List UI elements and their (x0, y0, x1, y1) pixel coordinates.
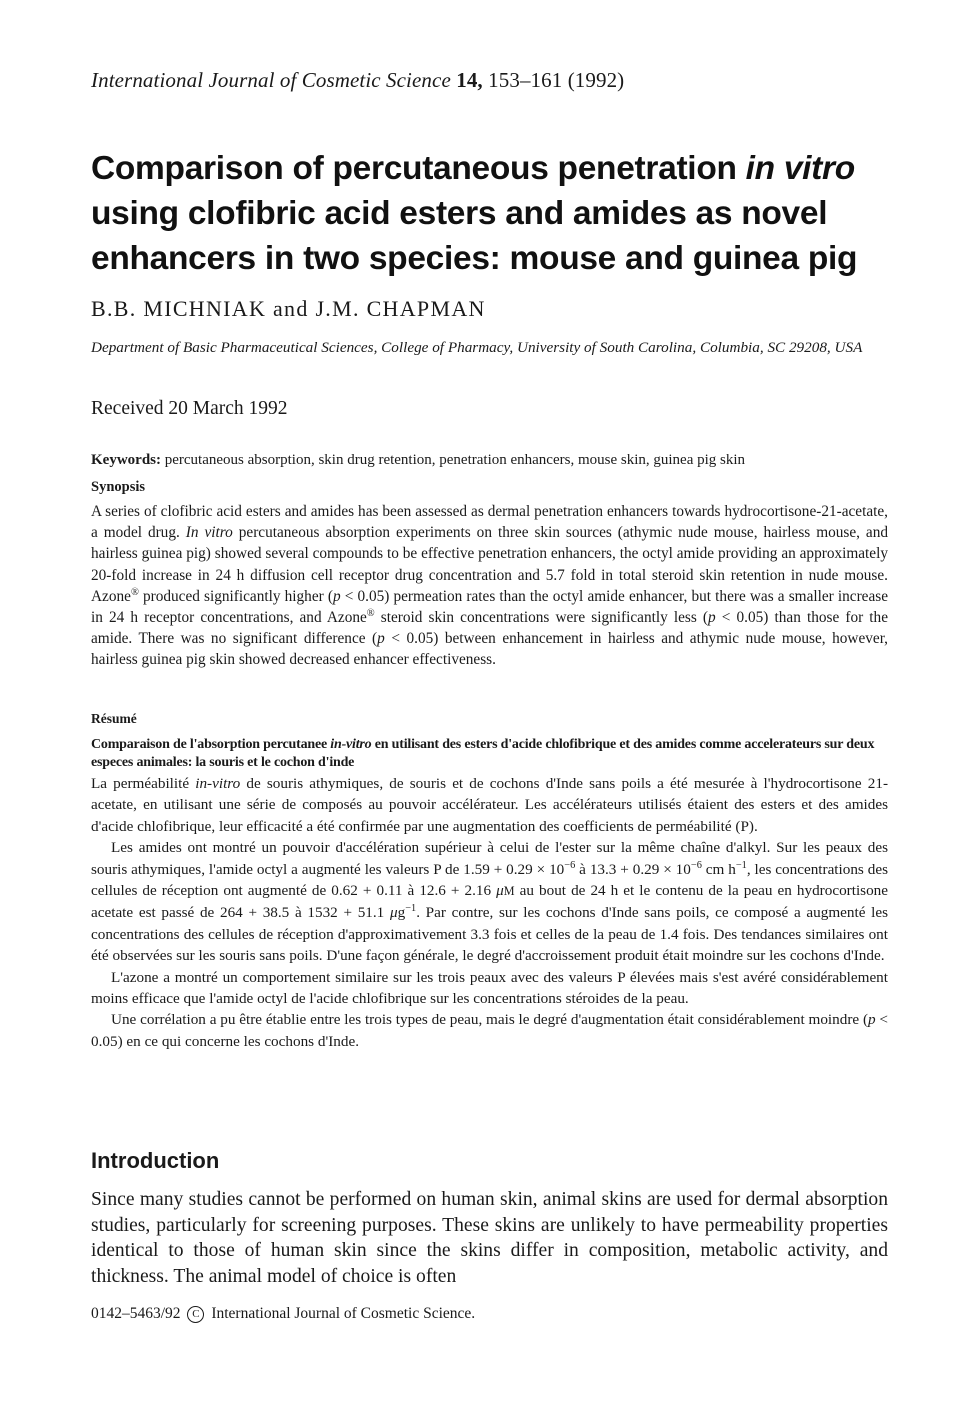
authors: B.B. MICHNIAK and J.M. CHAPMAN (91, 296, 486, 321)
article-title (91, 146, 891, 281)
received-date: Received 20 March 1992 (91, 398, 288, 419)
issn: 0142–5463/92 (91, 1305, 181, 1322)
resume-paragraph-3: L'azone a montré un comportement similaire sur les trois peaux avec des valeurs P élevées mais s'est avéré considérablement moins efficace que l'amide octyl de l'acide chlofibrique sur les concentrations stéroides de la peau. (91, 968, 888, 1008)
resume-paragraph-1: La perméabilité in-vitro de souris athymiques, de souris et de cochons d'Inde sans poils a été mesurée à l'hydrocortisone 21-acetate, en utilisant une série de composés au pouvoir accélérateur. Les accélérateurs utilisés étaient des esters et des amides d'acide chlofibrique, leur efficacité a été confirmée par une augmentation des coefficients de perméabilité (P). (91, 775, 889, 835)
title-emphasis: in vitro (745, 150, 855, 187)
journal-pages-year: 153–161 (1992) (488, 68, 625, 92)
resume-title: Comparaison de l'absorption percutanee in-vitro en utilisant des esters d'acide chlofibrique et des amides comme accelerateurs sur deux especes animales: la souris et le cochon d'inde (91, 737, 875, 770)
resume-paragraph-2: Les amides ont montré un pouvoir d'accélération supérieur à celui de l'ester sur la même chaîne d'alkyl. Sur les peaux des souris athymiques, l'amide octyl a augmenté les valeurs P de $1.59 + 0.29 \times 10^{-6}$ à $13.3 + 0.29 \times 10^{-6}$ cm $h^{-1}$, les concentrations des cellules de réception ont augmenté de 0.62 + 0.11 à 12.6 + 2.16 μM au bout de 24 h et le contenu de la peau en hydrocortisone acetate est passé de 264 + 38.5 à 1532 + 51.1 $\mu g^{-1}$. Par contre, sur les cochons d'Inde sans poils, ce composé a augmenté les concentrations des cellules de réception d'approximativement 3.3 fois et celles de la peau de 1.4 fois. Des tendances similaires ont été observées sur les souris sans poils. D'une façon générale, le degré d'accroissement produit était moindre sur les cochons d'Inde. (91, 839, 888, 965)
keywords (91, 452, 891, 469)
resume-paragraph-4: Une corrélation a pu être établie entre les trois types de peau, mais le degré d'augmentation était considérablement moindre (p < 0.05) en ce qui concerne les cochons d'Inde. (91, 1011, 888, 1050)
affiliation: Department of Basic Pharmaceutical Sciences, College of Pharmacy, University of South Carolina, Columbia, SC 29208, USA (91, 339, 863, 356)
journal-citation (91, 68, 624, 93)
journal-volume: 14, (456, 68, 483, 92)
resume-body (91, 773, 888, 1052)
title-line-3: enhancers in two species: mouse and guinea pig (91, 240, 858, 277)
title-line-1: Comparison of percutaneous penetration in vitro (91, 150, 855, 187)
resume-heading: Résumé (91, 711, 137, 726)
synopsis-heading: Synopsis (91, 479, 146, 495)
introduction-heading: Introduction (91, 1148, 220, 1173)
footer-journal: International Journal of Cosmetic Science. (211, 1305, 476, 1322)
title-line-2: using clofibric acid esters and amides as novel (91, 195, 828, 232)
footer-copyright (91, 1305, 475, 1323)
synopsis-text: A series of clofibric acid esters and amides has been assessed as dermal penetration enhancers towards hydrocortisone-21-acetate, a model drug. In vitro percutaneous absorption experiments on three skin sources (athymic nude mouse, hairless mouse, and hairless guinea pig) showed several compounds to be effective penetration enhancers, the octyl amide providing an approximately 20-fold increase in 24 h diffusion cell receptor drug concentration and 5.7 fold in total steroid skin retention in nude mouse. Azone® produced significantly higher (p < 0.05) permeation rates than the octyl amide enhancer, but there was a smaller increase in 24 h receptor concentrations, and Azone® steroid skin concentrations were significantly less (p < 0.05) than those for the amide. There was no significant difference (p < 0.05) between enhancement in hairless and athymic nude mouse, however, hairless guinea pig skin showed decreased enhancer effectiveness. (91, 503, 889, 669)
introduction-text: Since many studies cannot be performed on human skin, animal skins are used for dermal absorption studies, particularly for screening purposes. These skins are unlikely to have permeability properties identical to those of human skin since the skins differ in composition, metabolic activity, and thickness. The animal model of choice is often (91, 1189, 888, 1287)
copyright-icon: C (187, 1306, 204, 1323)
keywords-text: percutaneous absorption, skin drug retention, penetration enhancers, mouse skin, guinea pig skin (161, 452, 746, 468)
keywords-label: Keywords: (91, 452, 161, 468)
journal-name: International Journal of Cosmetic Science (91, 68, 451, 92)
